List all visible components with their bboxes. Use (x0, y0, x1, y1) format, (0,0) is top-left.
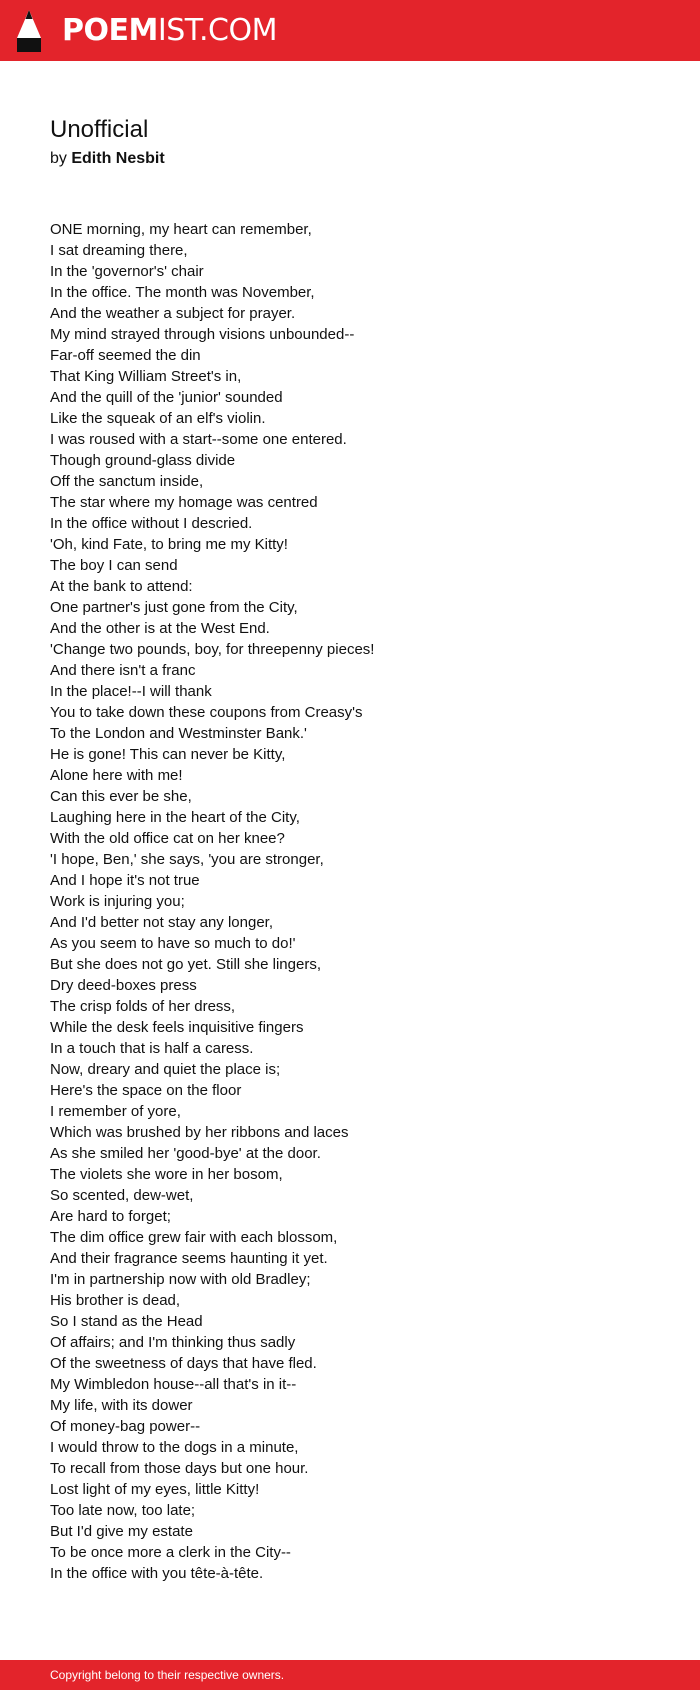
poem-line: As you seem to have so much to do!' (50, 935, 296, 952)
poem-line: Too late now, too late; (50, 1502, 196, 1519)
poem-line: 'Oh, kind Fate, to bring me my Kitty! (50, 536, 288, 553)
poem-line: 'Change two pounds, boy, for threepenny pieces! (50, 641, 375, 658)
poem-line: Here's the space on the floor (50, 1082, 242, 1099)
poem-line: Laughing here in the heart of the City, (50, 809, 300, 826)
poem-line: Of the sweetness of days that have fled. (50, 1355, 317, 1372)
poem-line: My mind strayed through visions unbounded-- (50, 326, 355, 343)
poem-line: Of money-bag power-- (50, 1418, 201, 1435)
poem-line: One partner's just gone from the City, (50, 599, 298, 616)
poem-line: Alone here with me! (50, 767, 183, 784)
poem-line: And I hope it's not true (50, 872, 200, 889)
site-header (0, 0, 700, 61)
brand-strong-text: POEM (62, 13, 158, 48)
poem-line: In the office. The month was November, (50, 284, 315, 301)
poem-line: My life, with its dower (50, 1397, 193, 1414)
poem-line: But she does not go yet. Still she lingers, (50, 956, 321, 973)
poem-line: At the bank to attend: (50, 578, 193, 595)
poem-body (50, 219, 650, 1584)
poem-line: He is gone! This can never be Kitty, (50, 746, 286, 763)
poem-line: Can this ever be she, (50, 788, 192, 805)
poem-line: With the old office cat on her knee? (50, 830, 285, 847)
poem-line: Dry deed-boxes press (50, 977, 197, 994)
poem-byline (50, 148, 650, 170)
poem-line: In the office with you tête-à-tête. (50, 1565, 264, 1582)
poem-line: Are hard to forget; (50, 1208, 171, 1225)
poem-line: I would throw to the dogs in a minute, (50, 1439, 299, 1456)
poem-line: Though ground-glass divide (50, 452, 236, 469)
poem-line: And the weather a subject for prayer. (50, 305, 296, 322)
poem-line: The crisp folds of her dress, (50, 998, 236, 1015)
poem-line: In the 'governor's' chair (50, 263, 204, 280)
by-label: by (50, 150, 67, 167)
poem-line: And their fragrance seems haunting it yet. (50, 1250, 328, 1267)
poem-line: As she smiled her 'good-bye' at the door. (50, 1145, 321, 1162)
poem-line: To be once more a clerk in the City-- (50, 1544, 291, 1561)
poem-line: I'm in partnership now with old Bradley; (50, 1271, 311, 1288)
poem-line: I was roused with a start--some one entered. (50, 431, 347, 448)
poem-line: In a touch that is half a caress. (50, 1040, 254, 1057)
poem-line: So scented, dew-wet, (50, 1187, 194, 1204)
poem-line: I remember of yore, (50, 1103, 181, 1120)
poem-line: My Wimbledon house--all that's in it-- (50, 1376, 297, 1393)
poem-line: The dim office grew fair with each blossom, (50, 1229, 338, 1246)
author-name: Edith Nesbit (71, 150, 165, 167)
poem-line: To recall from those days but one hour. (50, 1460, 309, 1477)
poem-title: Unofficial (50, 116, 149, 143)
poem-line: Far-off seemed the din (50, 347, 201, 364)
poem-line: Of affairs; and I'm thinking thus sadly (50, 1334, 296, 1351)
poem-line: And I'd better not stay any longer, (50, 914, 274, 931)
poem-heading (50, 114, 650, 170)
poem-line: And there isn't a franc (50, 662, 196, 679)
poem-line: And the other is at the West End. (50, 620, 270, 637)
poem-line: I sat dreaming there, (50, 242, 188, 259)
copyright-text: Copyright belong to their respective owners. (50, 1668, 285, 1682)
poem-line: That King William Street's in, (50, 368, 242, 385)
poem-line: 'I hope, Ben,' she says, 'you are stronger, (50, 851, 324, 868)
poem-line: In the office without I descried. (50, 515, 253, 532)
poem-line: Which was brushed by her ribbons and laces (50, 1124, 349, 1141)
poem-line: ONE morning, my heart can remember, (50, 221, 312, 238)
site-footer (0, 1660, 700, 1690)
poem-line: Now, dreary and quiet the place is; (50, 1061, 281, 1078)
brand-light-text: IST.COM (157, 13, 277, 48)
poem-line: The star where my homage was centred (50, 494, 318, 511)
pencil-tip-icon[interactable] (17, 10, 41, 52)
poem-line: While the desk feels inquisitive fingers (50, 1019, 304, 1036)
poem-line: So I stand as the Head (50, 1313, 203, 1330)
poem-line: His brother is dead, (50, 1292, 181, 1309)
poem-line: You to take down these coupons from Creasy's (50, 704, 363, 721)
poem-line: In the place!--I will thank (50, 683, 212, 700)
poem-line: But I'd give my estate (50, 1523, 193, 1540)
poem-line: Off the sanctum inside, (50, 473, 204, 490)
poem-line: Work is injuring you; (50, 893, 185, 910)
poem-line: The violets she wore in her bosom, (50, 1166, 283, 1183)
site-logo-text[interactable] (62, 12, 277, 50)
poem-line: Like the squeak of an elf's violin. (50, 410, 266, 427)
poem-line: Lost light of my eyes, little Kitty! (50, 1481, 260, 1498)
poem-line: The boy I can send (50, 557, 178, 574)
poem-line: To the London and Westminster Bank.' (50, 725, 307, 742)
poem-line: And the quill of the 'junior' sounded (50, 389, 283, 406)
